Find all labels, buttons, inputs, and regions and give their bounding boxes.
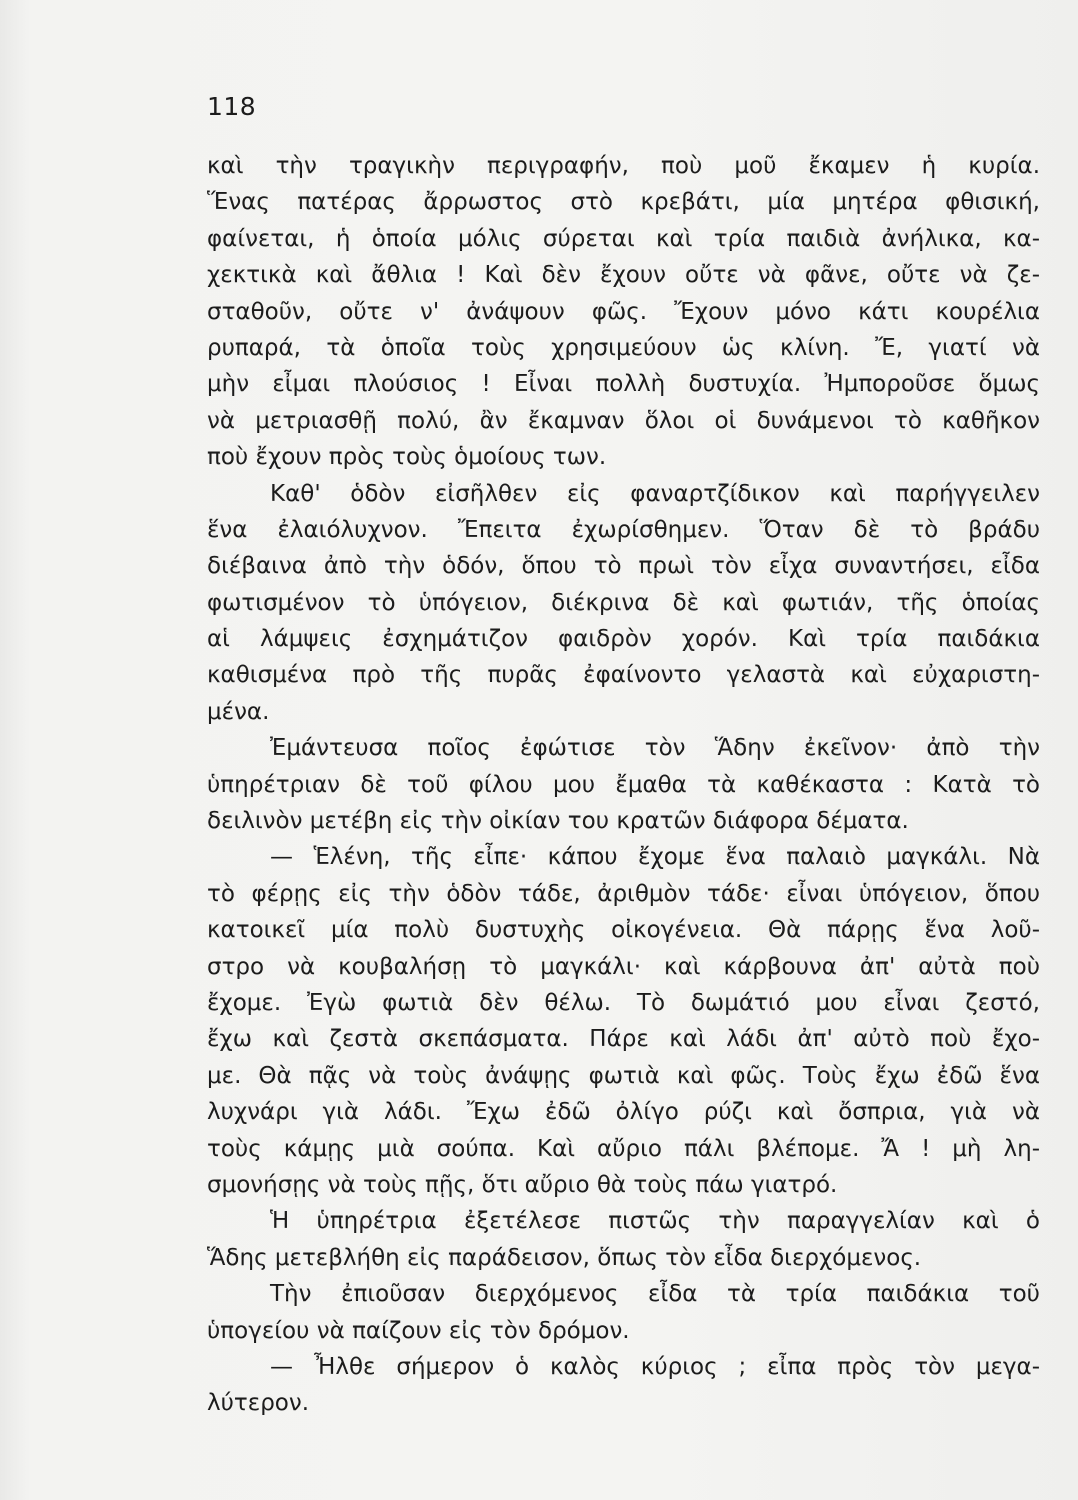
text-line: — Ἑλένη, τῆς εἶπε· κάπου ἔχομε ἕνα παλαιὸ μαγκάλι. Νὰ bbox=[270, 844, 1040, 871]
text-line: κατοικεῖ μία πολὺ δυστυχὴς οἰκογένεια. Θὰ πάρῃς ἕνα λοῦ- bbox=[207, 917, 1040, 944]
text-line: τοὺς κάμῃς μιὰ σούπα. Καὶ αὔριο πάλι βλέπομε. Ἄ ! μὴ λη- bbox=[207, 1135, 1040, 1162]
text-line: Ἐμάντευσα ποῖος ἐφώτισε τὸν Ἅδην ἐκεῖνον· ἀπὸ τὴν bbox=[270, 735, 1040, 762]
text-line: Ἡ ὑπηρέτρια ἐξετέλεσε πιστῶς τὴν παραγγελίαν καὶ ὁ bbox=[270, 1208, 1040, 1235]
text-line: Ἕνας πατέρας ἄρρωστος στὸ κρεβάτι, μία μητέρα φθισική, bbox=[207, 189, 1040, 216]
text-line: στρο νὰ κουβαλήσῃ τὸ μαγκάλι· καὶ κάρβουνα ἀπ' αὐτὰ ποὺ bbox=[207, 953, 1040, 980]
text-line: καθισμένα πρὸ τῆς πυρᾶς ἐφαίνοντο γελαστὰ καὶ εὐχαριστη- bbox=[207, 662, 1040, 689]
text-line: ὑπογείου νὰ παίζουν εἰς τὸν δρόμον. bbox=[207, 1317, 630, 1344]
text-line: ρυπαρά, τὰ ὁποῖα τοὺς χρησιμεύουν ὡς κλίνη. Ἔ, γιατί νὰ bbox=[207, 334, 1040, 361]
text-line: λύτερον. bbox=[207, 1390, 310, 1417]
text-line: ἕνα ἐλαιόλυχνον. Ἔπειτα ἐχωρίσθημεν. Ὅταν δὲ τὸ βράδυ bbox=[207, 516, 1040, 543]
page-number: 118 bbox=[207, 92, 257, 121]
text-line: μὴν εἶμαι πλούσιος ! Εἶναι πολλὴ δυστυχία. Ἠμποροῦσε ὅμως bbox=[207, 371, 1040, 398]
text-line: ποὺ ἔχουν πρὸς τοὺς ὁμοίους των. bbox=[207, 444, 607, 471]
text-line: ὑπηρέτριαν δὲ τοῦ φίλου μου ἔμαθα τὰ καθέκαστα : Κατὰ τὸ bbox=[207, 771, 1040, 798]
text-line: φαίνεται, ἡ ὁποία μόλις σύρεται καὶ τρία παιδιὰ ἀνήλικα, κα- bbox=[207, 225, 1040, 252]
text-line: διέβαινα ἀπὸ τὴν ὁδόν, ὅπου τὸ πρωὶ τὸν εἶχα συναντήσει, εἶδα bbox=[207, 553, 1040, 580]
text-line: με. Θὰ πᾷς νὰ τοὺς ἀνάψῃς φωτιὰ καὶ φῶς. Τοὺς ἔχω ἐδῶ ἕνα bbox=[207, 1062, 1040, 1089]
text-line: Τὴν ἐπιοῦσαν διερχόμενος εἶδα τὰ τρία παιδάκια τοῦ bbox=[270, 1281, 1040, 1308]
text-line: φωτισμένον τὸ ὑπόγειον, διέκρινα δὲ καὶ φωτιάν, τῆς ὁποίας bbox=[207, 589, 1040, 616]
text-line: σταθοῦν, οὔτε ν' ἀνάψουν φῶς. Ἔχουν μόνο κάτι κουρέλια bbox=[207, 298, 1040, 325]
text-line: ἔχομε. Ἐγὼ φωτιὰ δὲν θέλω. Τὸ δωμάτιό μου εἶναι ζεστό, bbox=[207, 989, 1040, 1016]
text-line: νὰ μετριασθῇ πολύ, ἂν ἔκαμναν ὅλοι οἱ δυνάμενοι τὸ καθῆκον bbox=[207, 407, 1040, 434]
text-line: μένα. bbox=[207, 698, 270, 725]
text-line: Ἅδης μετεβλήθη εἰς παράδεισον, ὅπως τὸν εἶδα διερχόμενος. bbox=[207, 1244, 922, 1271]
text-line: δειλινὸν μετέβη εἰς τὴν οἰκίαν του κρατῶν διάφορα δέματα. bbox=[207, 808, 909, 835]
text-line: σμονήσῃς νὰ τοὺς πῇς, ὅτι αὔριο θὰ τοὺς πάω γιατρό. bbox=[207, 1171, 838, 1198]
text-line: καὶ τὴν τραγικὴν περιγραφήν, ποὺ μοῦ ἔκαμεν ἡ κυρία. bbox=[207, 153, 1040, 179]
text-line: λυχνάρι γιὰ λάδι. Ἔχω ἐδῶ ὀλίγο ρύζι καὶ ὄσπρια, γιὰ νὰ bbox=[207, 1099, 1040, 1126]
text-line: — Ἦλθε σήμερον ὁ καλὸς κύριος ; εἶπα πρὸς τὸν μεγα- bbox=[270, 1353, 1040, 1380]
text-line: αἱ λάμψεις ἐσχημάτιζον φαιδρὸν χορόν. Καὶ τρία παιδάκια bbox=[207, 626, 1040, 653]
text-line: ἔχω καὶ ζεστὰ σκεπάσματα. Πάρε καὶ λάδι ἀπ' αὐτὸ ποὺ ἔχο- bbox=[207, 1026, 1040, 1053]
text-line: Καθ' ὁδὸν εἰσῆλθεν εἰς φαναρτζίδικον καὶ παρήγγειλεν bbox=[270, 480, 1040, 507]
text-line: τὸ φέρῃς εἰς τὴν ὁδὸν τάδε, ἀριθμὸν τάδε· εἶναι ὑπόγειον, ὅπου bbox=[207, 880, 1040, 907]
body-text bbox=[207, 148, 1040, 1422]
text-line: χεκτικὰ καὶ ἄθλια ! Καὶ δὲν ἔχουν οὔτε νὰ φᾶνε, οὔτε νὰ ζε- bbox=[207, 262, 1040, 289]
